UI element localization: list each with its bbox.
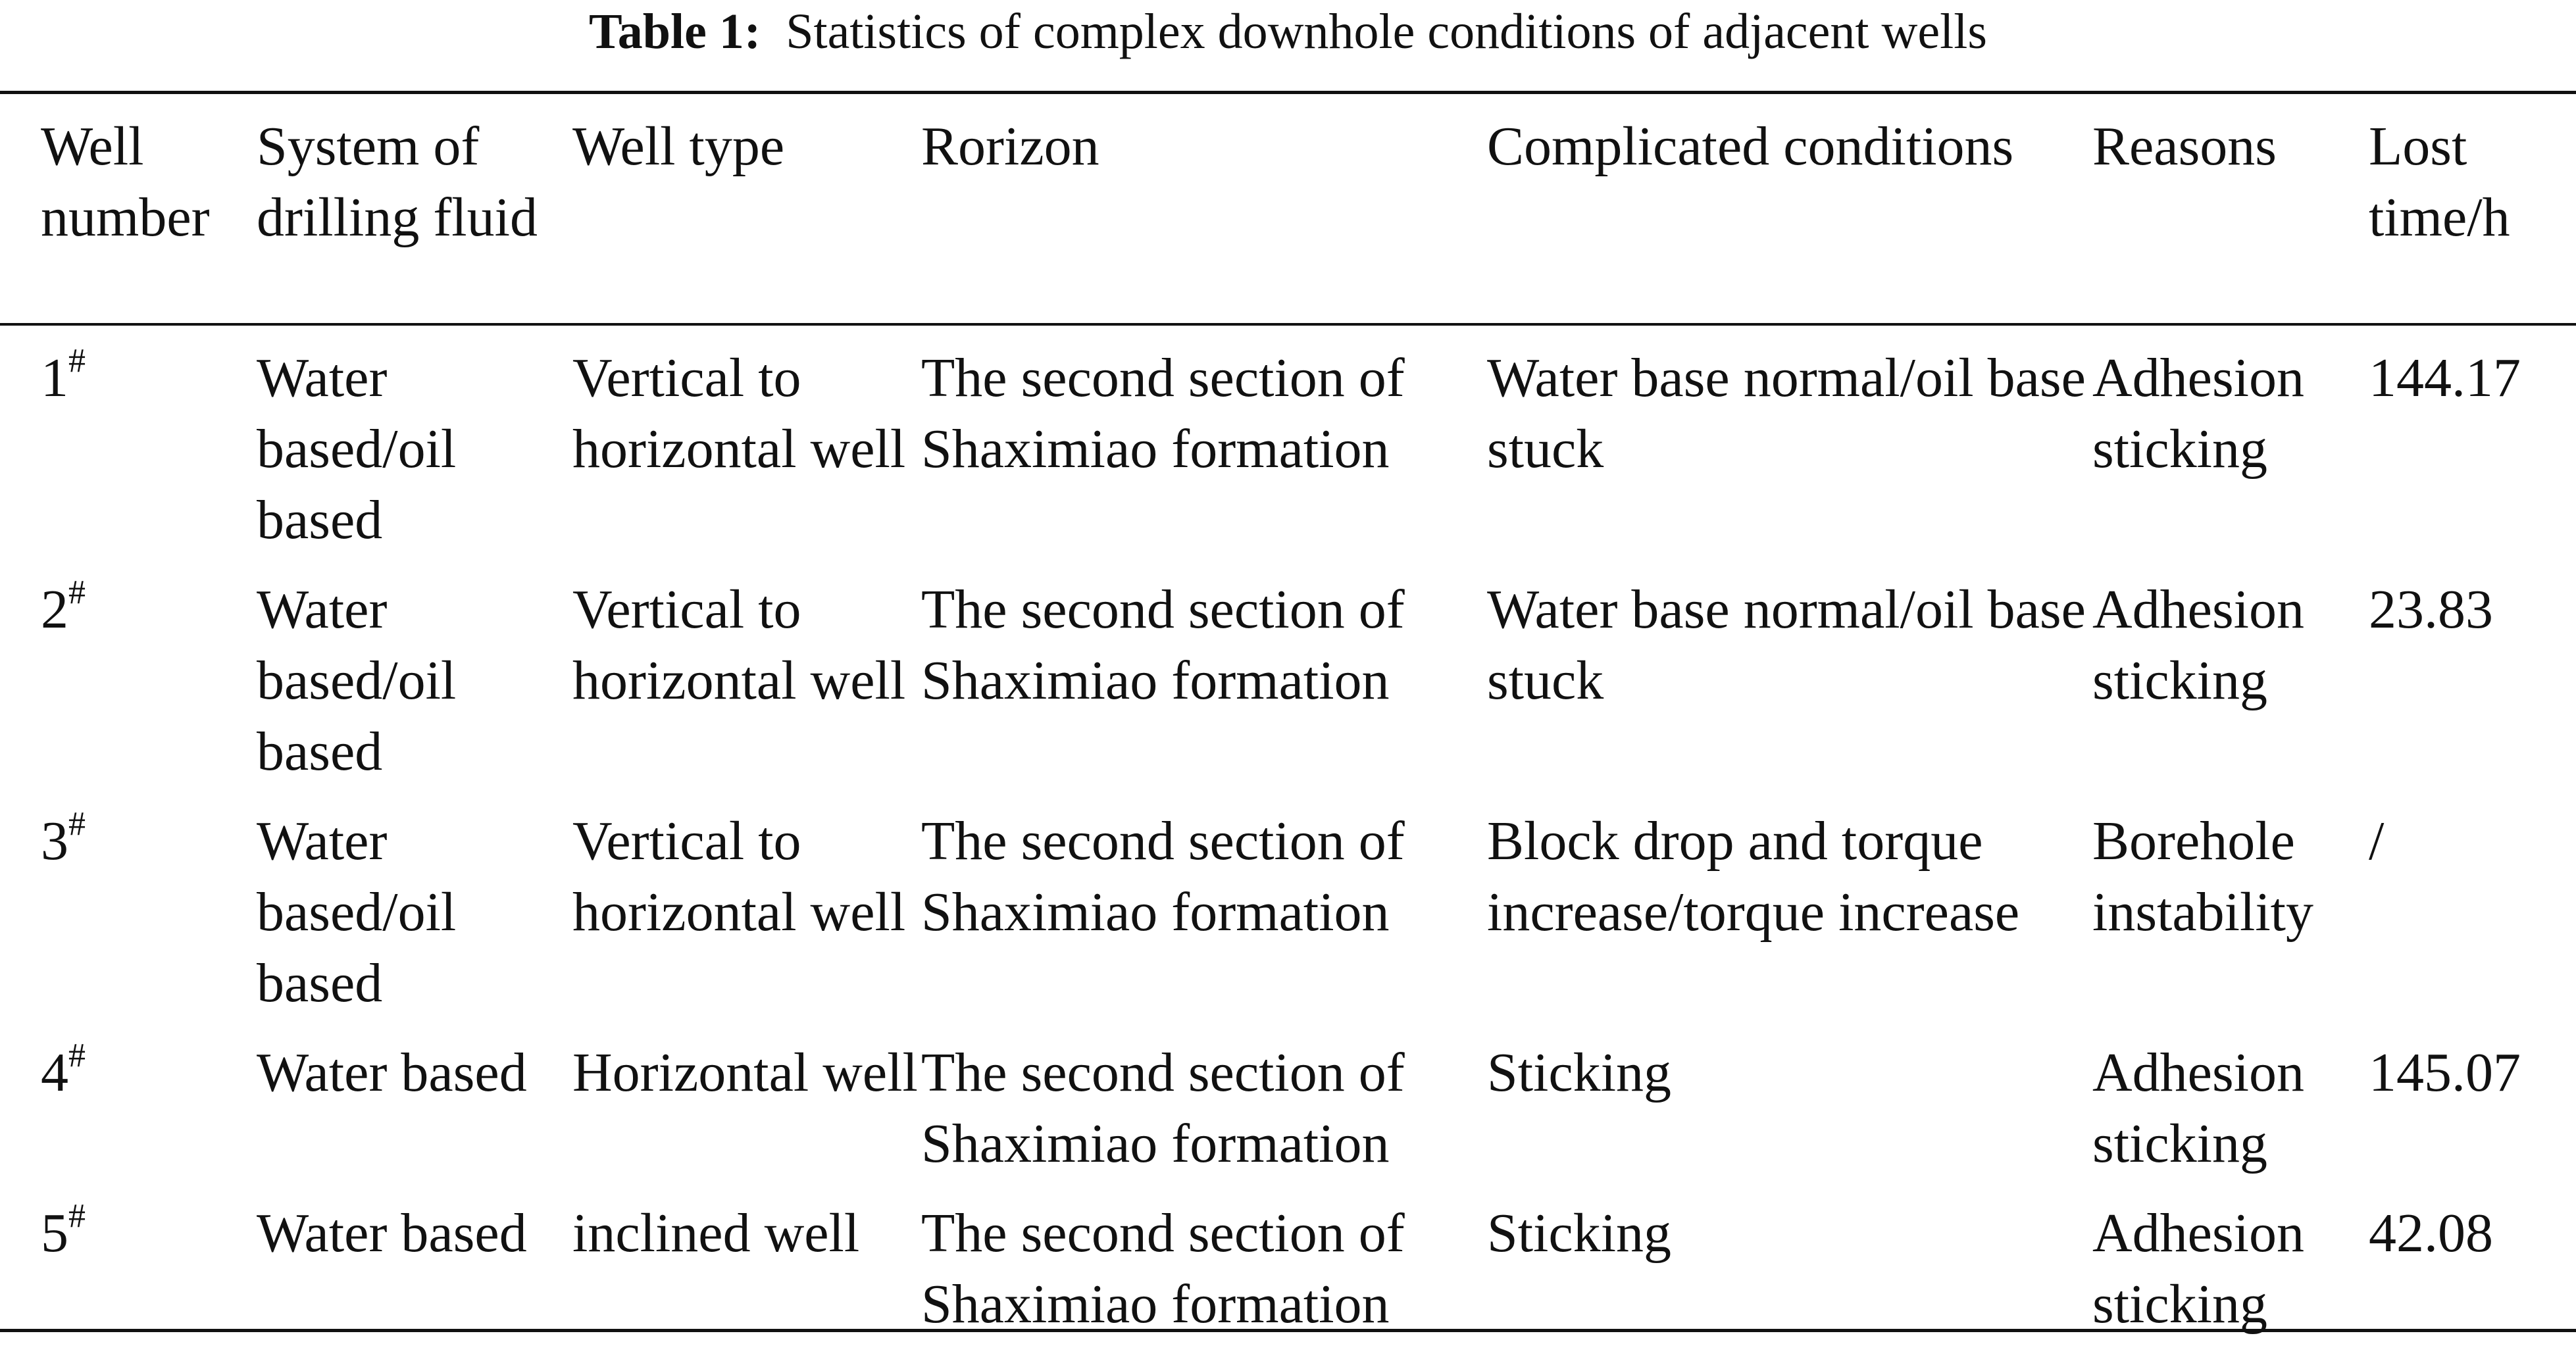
cell-conditions: Sticking [1487, 1042, 1672, 1103]
cell-horizon: The second section of Shaximiao formation [921, 1042, 1405, 1174]
table-caption-label: Table 1: [589, 4, 761, 59]
well-number-mark: # [68, 1197, 86, 1235]
cell-well-number [0, 1180, 257, 1367]
cell-fluid-system: Water based [257, 1042, 527, 1103]
cell-fluid-system: Water based/oil based [257, 347, 457, 551]
cell-well-type: Horizontal well [572, 1042, 918, 1103]
table-row [0, 1180, 2576, 1367]
cell-reasons: Adhesion sticking [2092, 1042, 2304, 1174]
cell-conditions: Water base normal/oil base stuck [1487, 347, 2086, 480]
cell-well-type: Vertical to horizontal well [572, 347, 906, 480]
cell-reasons: Adhesion sticking [2092, 1203, 2304, 1335]
table-row [0, 787, 2576, 1019]
table-row [0, 1019, 2576, 1180]
header-well-type: Well type [572, 116, 785, 177]
cell-well-type: Vertical to horizontal well [572, 810, 906, 943]
cell-horizon: The second section of Shaximiao formation [921, 810, 1405, 943]
cell-well-type: inclined well [572, 1203, 860, 1264]
cell-well-type: Vertical to horizontal well [572, 579, 906, 711]
cell-well-number [0, 324, 257, 556]
cell-conditions: Water base normal/oil base stuck [1487, 579, 2086, 711]
cell-conditions: Block drop and torque increase/torque increase [1487, 810, 2020, 943]
cell-reasons: Adhesion sticking [2092, 579, 2304, 711]
well-number-mark: # [68, 574, 86, 611]
cell-well-number [0, 1019, 257, 1180]
cell-horizon: The second section of Shaximiao formation [921, 347, 1405, 480]
cell-reasons: Adhesion sticking [2092, 347, 2304, 480]
cell-lost-time: / [2369, 810, 2385, 872]
cell-fluid-system: Water based/oil based [257, 810, 457, 1014]
header-reasons: Reasons [2092, 116, 2277, 177]
well-conditions-table [0, 94, 2576, 1367]
table-row [0, 324, 2576, 556]
well-number-mark: # [68, 1037, 86, 1074]
well-number-value: 3 [41, 810, 68, 872]
cell-fluid-system: Water based [257, 1203, 527, 1264]
cell-lost-time: 42.08 [2369, 1203, 2493, 1264]
header-complicated-conditions: Complicated conditions [1487, 116, 2014, 177]
cell-lost-time: 23.83 [2369, 579, 2493, 640]
cell-reasons: Borehole instability [2092, 810, 2313, 943]
cell-horizon: The second section of Shaximiao formation [921, 1203, 1405, 1335]
header-well-number: Well number [41, 116, 210, 248]
cell-well-number [0, 556, 257, 787]
cell-well-number [0, 787, 257, 1019]
table-caption [0, 0, 2576, 79]
well-number-value: 5 [41, 1203, 68, 1264]
header-drilling-fluid-system: System of drilling fluid [257, 116, 538, 248]
cell-lost-time: 145.07 [2369, 1042, 2521, 1103]
well-number-value: 1 [41, 347, 68, 409]
table-caption-text: Statistics of complex downhole conditions of adjacent wells [786, 4, 1987, 59]
table-header-row [0, 94, 2576, 324]
table-row [0, 556, 2576, 787]
cell-conditions: Sticking [1487, 1203, 1672, 1264]
cell-lost-time: 144.17 [2369, 347, 2521, 409]
well-number-value: 4 [41, 1042, 68, 1103]
header-lost-time: Lost time/h [2369, 116, 2510, 248]
header-horizon: Rorizon [921, 116, 1099, 177]
cell-fluid-system: Water based/oil based [257, 579, 457, 782]
well-number-mark: # [68, 805, 86, 843]
well-number-mark: # [68, 342, 86, 380]
cell-horizon: The second section of Shaximiao formation [921, 579, 1405, 711]
well-number-value: 2 [41, 579, 68, 640]
